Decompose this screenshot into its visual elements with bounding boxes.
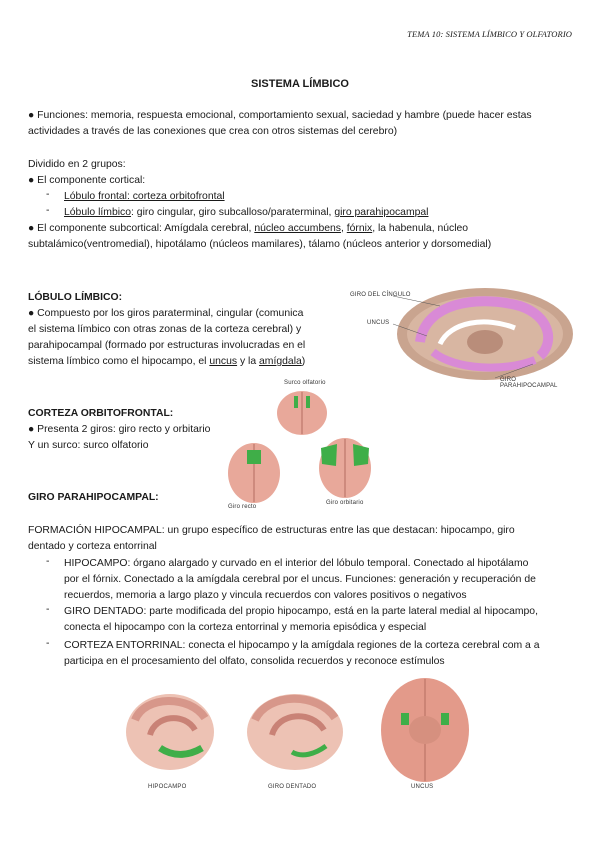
lobulo-line-4 xyxy=(28,354,305,370)
sub-text-a: ● El componente subcortical: Amígdala cerebral, xyxy=(28,223,255,234)
hipocampo-line-1: HIPOCAMPO: órgano alargado y curvado en el interior del lóbulo temporal. Conectado al hipotálamo xyxy=(64,558,529,569)
l4-c: y la xyxy=(237,356,260,367)
uncus-image xyxy=(375,675,475,785)
giro-dentado-image xyxy=(240,680,350,780)
dentado-line-1: GIRO DENTADO: parte modificada del propio hipocampo, está en la parte lateral medial al hipocampo, xyxy=(64,606,538,617)
l4-e: ) xyxy=(301,356,306,367)
link-fornix: fórnix xyxy=(346,223,373,234)
link-uncus: uncus xyxy=(209,356,238,367)
caption-uncus: UNCUS xyxy=(411,784,434,790)
list-dash: - xyxy=(46,638,50,649)
orbito-heading: CORTEZA ORBITOFRONTAL: xyxy=(28,408,174,419)
l4-a: sistema límbico como el hipocampo, el xyxy=(28,356,210,367)
uncus-figure xyxy=(375,675,475,790)
grupos-intro: Dividido en 2 grupos: xyxy=(28,159,126,170)
medial-brain-figure xyxy=(345,284,575,389)
link-lobulo-limbico: Lóbulo límbico xyxy=(64,207,132,218)
orbitofrontal-brains-image xyxy=(222,378,372,513)
link-giro-parahipocampal: giro parahipocampal xyxy=(334,207,429,218)
sub-text-e: , la habenula, núcleo xyxy=(372,223,469,234)
lobulo-line-2: el sistema límbico con otras zonas de la corteza cerebral) y xyxy=(28,324,302,335)
orbitofrontal-figure xyxy=(222,378,372,513)
lobulo-heading: LÓBULO LÍMBICO: xyxy=(28,292,123,303)
giro-heading: GIRO PARAHIPOCAMPAL: xyxy=(28,492,159,503)
list-dash: - xyxy=(46,189,50,200)
label-giro-orbitario: Giro orbitario xyxy=(326,500,364,506)
lobulo-line-3: parahipocampal (formado por estructuras involucradas en el xyxy=(28,340,306,351)
hipocampo-figure xyxy=(120,680,220,790)
giro-dentado-figure xyxy=(240,680,350,790)
item2-text: : giro cingular, giro subcalloso/paraterminal, xyxy=(131,207,335,218)
hipocampo-image xyxy=(120,680,220,780)
formacion-line-2: dentado y corteza entorrinal xyxy=(28,541,157,552)
caption-hipocampo: HIPOCAMPO xyxy=(148,784,187,790)
list-dash: - xyxy=(46,604,50,615)
subcortical-line-2: subtalámico(ventromedial), hipotálamo (núcleos mamilares), tálamo (núcleos anterior y dorsomedial) xyxy=(28,239,492,250)
link-nucleo-accumbens: núcleo accumbens xyxy=(254,223,341,234)
funciones-line-2: actividades a través de las conexiones que crea con otros sistemas del cerebro) xyxy=(28,126,398,137)
label-uncus: UNCUS xyxy=(367,320,390,326)
cortical-item-1: Lóbulo frontal: corteza orbitofrontal xyxy=(64,191,225,202)
orbito-line-1: ● Presenta 2 giros: giro recto y orbitario xyxy=(28,424,211,435)
label-giro-cingulo: GIRO DEL CÍNGULO xyxy=(350,292,411,298)
list-dash: - xyxy=(46,205,50,216)
page-title: SISTEMA LÍMBICO xyxy=(251,78,349,90)
sub-text-c: , xyxy=(340,223,347,234)
lobulo-line-1: ● Compuesto por los giros paraterminal, cingular (comunica xyxy=(28,308,304,319)
page-header: TEMA 10: SISTEMA LÍMBICO Y OLFATORIO xyxy=(407,29,572,39)
entorrinal-line-2: participa en el procesamiento del olfato, consolida recuerdos y reconoce estímulos xyxy=(64,656,445,667)
hipocampo-line-3: recuerdos, memoria a largo plazo y vincula recuerdos con valores positivos o negativos xyxy=(64,590,467,601)
cortical-item-2 xyxy=(64,205,428,221)
link-amigdala: amígdala xyxy=(259,356,302,367)
entorrinal-line-1: CORTEZA ENTORRINAL: conecta el hipocampo y la amígdala regiones de la corteza cerebral com a a xyxy=(64,640,540,651)
cortical-heading: ● El componente cortical: xyxy=(28,175,146,186)
funciones-line-1: ● Funciones: memoria, respuesta emocional, comportamiento sexual, saciedad y hambre (puede hacer estas xyxy=(28,110,532,121)
subcortical-line-1 xyxy=(28,221,468,237)
label-surco-olfatorio: Surco olfatorio xyxy=(284,380,326,386)
hipocampo-line-2: por el fórnix. Conectado a la amígdala cerebral por el uncus. Funciones: generación y recuperación de xyxy=(64,574,536,585)
list-dash: - xyxy=(46,556,50,567)
label-giro-recto: Giro recto xyxy=(228,504,257,510)
label-giro-parahipocampal: GIRO PARAHIPOCAMPAL xyxy=(500,377,558,389)
caption-giro-dentado: GIRO DENTADO xyxy=(268,784,317,790)
formacion-line-1: FORMACIÓN HIPOCAMPAL: un grupo específico de estructuras entre las que destacan: hipocampo, giro xyxy=(28,525,515,536)
orbito-line-2: Y un surco: surco olfatorio xyxy=(28,440,149,451)
dentado-line-2: conecta el hipocampo con la corteza entorrinal y memoria episódica y especial xyxy=(64,622,427,633)
medial-brain-image xyxy=(345,284,575,384)
